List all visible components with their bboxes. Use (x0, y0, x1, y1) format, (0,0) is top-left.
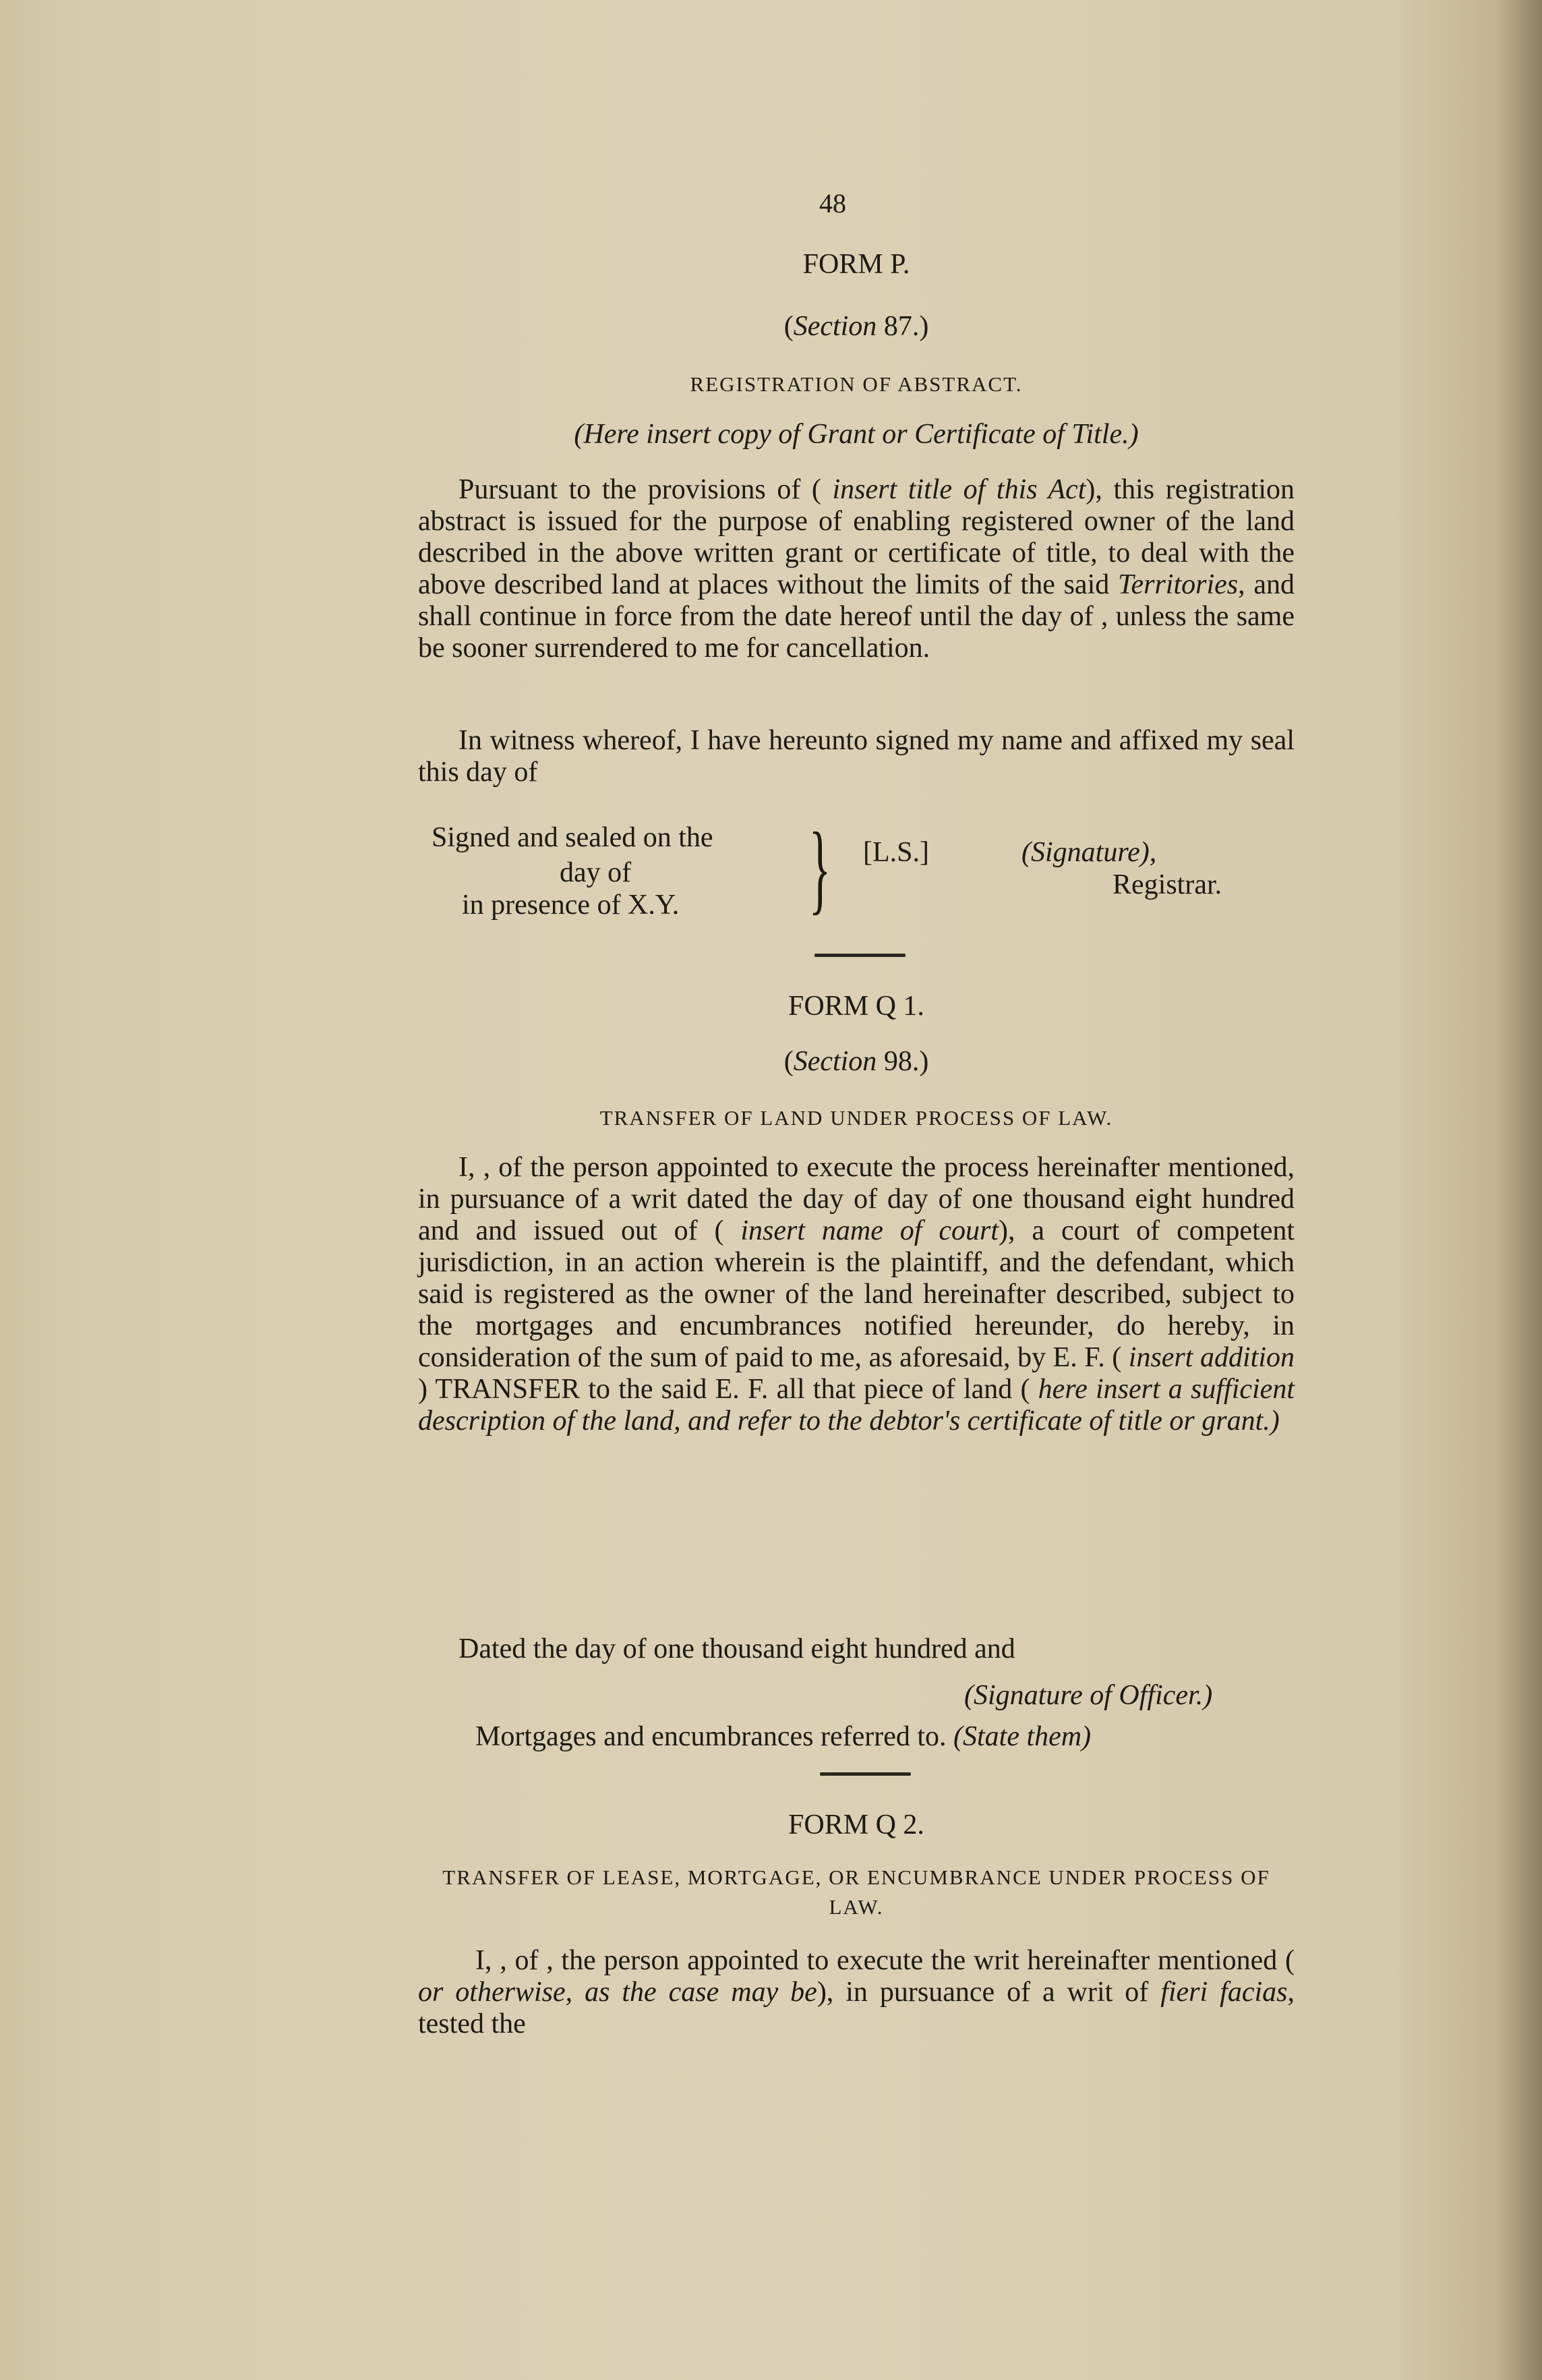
form-q1-title: FORM Q 1. (788, 991, 924, 1022)
form-q1-body-3: ), a court of competent jurisdiction, in an action wherein is the plaintiff, and the defendant, which said is registered as the owner of the land hereinafter described, subject to the mortgages and encumbrances notified hereunder, do hereby, in consideration of the sum of paid to me, as aforesaid, by E. F. ( (418, 1215, 1295, 1373)
form-p-body-2: insert title of this Act (832, 474, 1086, 505)
form-p-witness (418, 725, 1295, 788)
form-q1-dated-1: Dated the day of one thousand eight hundred and (458, 1633, 1015, 1664)
form-q2-heading: TRANSFER OF LEASE, MORTGAGE, OR ENCUMBRANCE UNDER PROCESS OF LAW. (442, 1865, 1270, 1919)
form-p-signed-line-2: day of (560, 857, 632, 888)
form-p-signature: (Signature), (1021, 837, 1157, 868)
form-p-body-1: Pursuant to the provisions of ( (458, 474, 821, 505)
form-p-body (418, 474, 1295, 664)
form-q2-body-2: or otherwise, as the case may be (418, 1977, 817, 2008)
form-q2-title: FORM Q 2. (788, 1809, 924, 1840)
form-q1-body (418, 1152, 1295, 1437)
form-q1-heading: TRANSFER OF LAND UNDER PROCESS OF LAW. (599, 1106, 1113, 1130)
divider-rule (814, 954, 906, 957)
form-p-body-4: Territories (1117, 569, 1239, 600)
form-q1-body-4: insert addition (1128, 1342, 1295, 1373)
form-p-signed-line-3: in presence of X.Y. (462, 890, 680, 921)
form-p-section-number: 87. (883, 311, 920, 342)
page-number: 48 (819, 188, 846, 219)
form-q1-section: (Section 98.) (783, 1046, 929, 1077)
form-q1-mortgages (418, 1721, 1295, 1753)
form-p-section: (Section 87.) (783, 311, 929, 342)
form-p-brace: } (808, 812, 831, 924)
form-p-witness-1: In witness whereof, I have hereunto signed my name and affixed my seal this day of (418, 725, 1295, 788)
form-q1-body-6: here insert a sufficient description of the land, and refer to the debtor's certificate of title or grant.) (418, 1374, 1295, 1436)
form-p-title: FORM P. (802, 249, 910, 280)
form-q1-body-2: insert name of court (740, 1215, 999, 1246)
form-p-section-word: Section (793, 311, 877, 342)
form-q2-body-3: ), in pursuance of a writ of (817, 1977, 1161, 2008)
form-q2-body (418, 1945, 1295, 2040)
form-q2-body-1: I, , of , the person appointed to execute the writ hereinafter mentioned ( (475, 1945, 1295, 1976)
form-p-registrar: Registrar. (1113, 869, 1222, 900)
form-q2-body-5: , tested the (418, 1977, 1295, 2039)
form-p-seal: [L.S.] (863, 837, 929, 868)
divider-rule-2 (820, 1772, 911, 1776)
form-q1-dated (418, 1633, 1295, 1665)
form-q1-mortgages-1: Mortgages and encumbrances referred to. (475, 1721, 947, 1752)
form-q2-body-4: fieri facias (1160, 1977, 1288, 2008)
form-q1-body-1: I, , of the person appointed to execute the process hereinafter mentioned, in pursuance of a writ dated the day of day of one thousand eight hundred and and issued out of ( (418, 1152, 1295, 1246)
form-p-body-5: , and shall continue in force from the date hereof until the day of , unless the same be sooner surrendered to me for cancellation. (418, 569, 1295, 664)
form-p-heading: REGISTRATION OF ABSTRACT. (690, 372, 1023, 396)
form-q1-section-word: Section (793, 1046, 877, 1077)
form-p-instruction: (Here insert copy of Grant or Certificate of Title.) (574, 419, 1139, 450)
form-q1-signature: (Signature of Officer.) (964, 1680, 1213, 1711)
form-q1-section-number: 98. (883, 1046, 920, 1077)
form-q1-body-5: ) TRANSFER to the said E. F. all that piece of land ( (418, 1374, 1030, 1405)
form-q1-mortgages-2: (State them) (953, 1721, 1092, 1752)
form-p-body-3: ), this registration abstract is issued for the purpose of enabling registered owner of the land described in the above written grant or certificate of title, to deal with the above described land at places without the limits of the said (418, 474, 1295, 600)
form-p-signed-line-1: Signed and sealed on the (432, 822, 713, 853)
